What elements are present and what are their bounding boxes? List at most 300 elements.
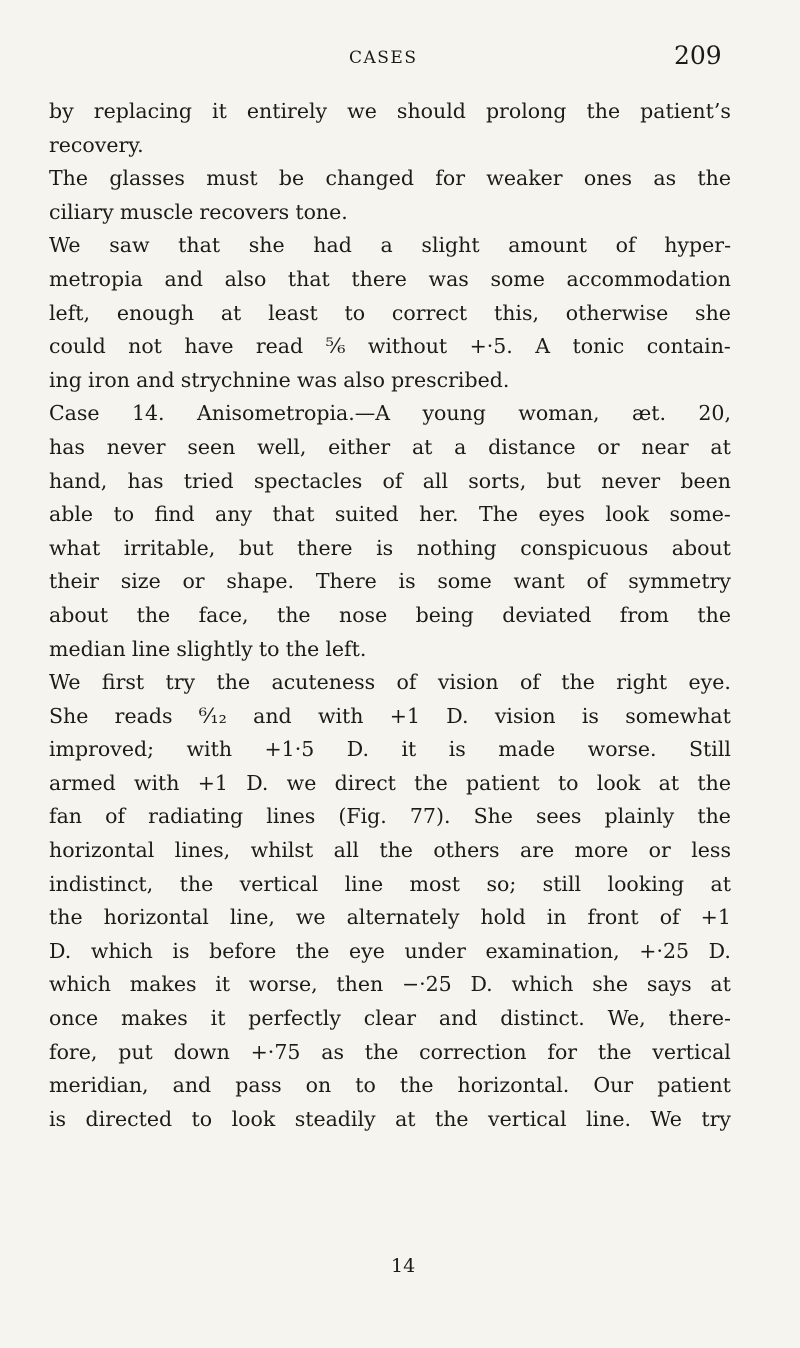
word: but bbox=[546, 468, 582, 493]
word: distinct. bbox=[500, 1006, 585, 1031]
word: it bbox=[212, 99, 227, 123]
word: has bbox=[127, 468, 164, 493]
word: fan bbox=[49, 804, 83, 829]
word: others bbox=[433, 838, 500, 863]
word: nose bbox=[339, 602, 388, 627]
text-line bbox=[49, 599, 731, 633]
word: most bbox=[409, 871, 461, 896]
word: could bbox=[49, 334, 106, 359]
word: D. bbox=[470, 972, 493, 997]
word: +·5. bbox=[469, 334, 513, 359]
word: the bbox=[399, 1073, 434, 1098]
word: is bbox=[376, 535, 394, 560]
word: less bbox=[691, 838, 731, 863]
word: we bbox=[286, 770, 317, 795]
word: that bbox=[178, 233, 221, 258]
word: line bbox=[131, 636, 171, 661]
word: which bbox=[511, 972, 574, 997]
text-line bbox=[49, 364, 731, 398]
text-line bbox=[49, 1002, 731, 1036]
word: fore, bbox=[49, 1039, 98, 1064]
word: read bbox=[255, 334, 304, 359]
word: for bbox=[547, 1039, 578, 1064]
word: replacing bbox=[93, 99, 192, 123]
word: about bbox=[671, 535, 731, 560]
word: patient’s bbox=[640, 99, 731, 123]
word: put bbox=[118, 1039, 153, 1064]
word: a bbox=[454, 434, 467, 459]
word: patient bbox=[465, 770, 540, 795]
word: directed bbox=[85, 1106, 173, 1131]
word: been bbox=[680, 468, 731, 493]
word: there- bbox=[668, 1006, 731, 1031]
word: she bbox=[695, 300, 731, 325]
word: recovery. bbox=[49, 132, 144, 157]
word: whilst bbox=[250, 838, 314, 863]
word: prescribed. bbox=[391, 367, 510, 392]
word: tried bbox=[183, 468, 234, 493]
word: reads bbox=[114, 703, 173, 728]
word: of bbox=[519, 670, 540, 695]
word: but bbox=[238, 535, 274, 560]
word: looking bbox=[607, 871, 685, 896]
word: somewhat bbox=[625, 703, 731, 728]
word: suited bbox=[334, 502, 399, 527]
word: 77). bbox=[409, 804, 451, 829]
word: hold bbox=[480, 905, 526, 930]
word: −·25 bbox=[401, 972, 452, 997]
text-line bbox=[49, 1069, 731, 1103]
word: to bbox=[258, 636, 280, 661]
word: young bbox=[422, 401, 486, 426]
word: the bbox=[697, 602, 731, 627]
word: find bbox=[154, 502, 195, 527]
word: the bbox=[285, 636, 320, 661]
word: irritable, bbox=[123, 535, 216, 560]
word: look bbox=[231, 1106, 276, 1131]
word: makes bbox=[129, 972, 197, 997]
word: nothing bbox=[416, 535, 497, 560]
word: able bbox=[49, 502, 94, 527]
word: radiating bbox=[148, 804, 244, 829]
word: her. bbox=[419, 502, 459, 527]
text-line bbox=[49, 565, 731, 599]
word: is bbox=[398, 569, 416, 594]
word: +1 bbox=[700, 905, 731, 930]
word: +1 bbox=[389, 703, 421, 728]
word: to bbox=[191, 1106, 213, 1131]
word: is bbox=[49, 1106, 67, 1131]
text-line bbox=[49, 633, 731, 667]
word: a bbox=[380, 233, 393, 258]
word: tonic bbox=[572, 334, 625, 359]
word: the bbox=[364, 1039, 399, 1064]
word: slightly bbox=[176, 636, 253, 661]
word: the bbox=[295, 938, 330, 963]
word: woman, bbox=[518, 401, 600, 426]
word: to bbox=[344, 300, 366, 325]
word: must bbox=[206, 166, 258, 191]
word: armed bbox=[49, 770, 116, 795]
word: or bbox=[182, 569, 205, 594]
word: saw bbox=[109, 233, 150, 258]
word: vertical bbox=[652, 1039, 731, 1064]
word: what bbox=[49, 535, 101, 560]
word: pass bbox=[235, 1073, 282, 1098]
word: the bbox=[434, 1106, 469, 1131]
word: the bbox=[49, 905, 83, 930]
word: hyper- bbox=[664, 233, 731, 258]
text-line bbox=[49, 700, 731, 734]
word: with bbox=[133, 770, 180, 795]
word: muscle bbox=[119, 199, 194, 224]
word: We bbox=[650, 1106, 682, 1131]
word: with bbox=[317, 703, 364, 728]
text-line bbox=[49, 532, 731, 566]
word: on bbox=[305, 1073, 332, 1098]
text-line bbox=[49, 767, 731, 801]
page-number: 209 bbox=[674, 41, 722, 70]
word: Case bbox=[49, 401, 100, 426]
word: We, bbox=[607, 1006, 646, 1031]
word: line bbox=[344, 871, 384, 896]
text-line bbox=[49, 162, 731, 196]
word: slight bbox=[421, 233, 480, 258]
word: was bbox=[428, 266, 469, 291]
word: look bbox=[605, 502, 650, 527]
word: improved; bbox=[49, 737, 155, 762]
word: all bbox=[422, 468, 449, 493]
word: the bbox=[597, 1039, 632, 1064]
word: first bbox=[101, 670, 145, 695]
word: still bbox=[542, 871, 582, 896]
word: spectacles bbox=[253, 468, 363, 493]
word: with bbox=[186, 737, 233, 762]
text-line bbox=[49, 297, 731, 331]
word: (Fig. bbox=[338, 804, 387, 829]
word: she bbox=[592, 972, 629, 997]
word: size bbox=[120, 569, 161, 594]
word: plainly bbox=[604, 804, 675, 829]
word: meridian, bbox=[49, 1073, 149, 1098]
word: ing bbox=[49, 367, 82, 392]
word: direct bbox=[334, 770, 396, 795]
word: the bbox=[697, 166, 731, 191]
word: examination, bbox=[485, 938, 620, 963]
word: line. bbox=[586, 1106, 631, 1131]
word: was bbox=[296, 367, 338, 392]
word: is bbox=[448, 737, 466, 762]
word: to bbox=[113, 502, 135, 527]
word: any bbox=[215, 502, 253, 527]
running-title: CASES bbox=[349, 48, 418, 68]
word: near bbox=[641, 434, 689, 459]
text-line bbox=[49, 95, 731, 129]
word: ⁵⁄₆ bbox=[325, 334, 346, 359]
word: never bbox=[601, 468, 661, 493]
word: of bbox=[586, 569, 607, 594]
word: more bbox=[574, 838, 629, 863]
word: of bbox=[659, 905, 680, 930]
word: contain- bbox=[646, 334, 731, 359]
word: are bbox=[519, 838, 555, 863]
word: well, bbox=[257, 434, 307, 459]
word: at bbox=[411, 434, 433, 459]
word: left. bbox=[325, 636, 367, 661]
word: eye. bbox=[688, 670, 731, 695]
word: look bbox=[596, 770, 641, 795]
word: try bbox=[701, 1106, 731, 1131]
word: A bbox=[535, 334, 551, 359]
word: horizontal bbox=[103, 905, 209, 930]
word: some bbox=[437, 569, 492, 594]
word: She bbox=[473, 804, 513, 829]
word: correct bbox=[391, 300, 468, 325]
word: lines, bbox=[174, 838, 231, 863]
word: which bbox=[90, 938, 153, 963]
word: there bbox=[297, 535, 353, 560]
word: we bbox=[347, 99, 377, 123]
word: that bbox=[287, 266, 330, 291]
text-line bbox=[49, 935, 731, 969]
word: ciliary bbox=[49, 199, 114, 224]
word: then bbox=[336, 972, 384, 997]
word: the bbox=[379, 838, 413, 863]
word: the bbox=[697, 804, 731, 829]
word: horizontal. bbox=[457, 1073, 570, 1098]
word: at bbox=[658, 770, 680, 795]
word: be bbox=[278, 166, 305, 191]
text-line bbox=[49, 129, 731, 163]
word: lines bbox=[266, 804, 316, 829]
text-line bbox=[49, 868, 731, 902]
word: being bbox=[415, 602, 474, 627]
word: it bbox=[401, 737, 417, 762]
word: without bbox=[367, 334, 448, 359]
word: entirely bbox=[246, 99, 328, 123]
word: so; bbox=[486, 871, 517, 896]
word: which bbox=[49, 972, 111, 997]
word: and bbox=[136, 367, 175, 392]
word: sorts, bbox=[468, 468, 527, 493]
word: recovers bbox=[199, 199, 290, 224]
word: also bbox=[343, 367, 385, 392]
word: as bbox=[321, 1039, 344, 1064]
word: weaker bbox=[486, 166, 563, 191]
text-line bbox=[49, 263, 731, 297]
word: D. bbox=[446, 703, 469, 728]
word: D. bbox=[49, 938, 72, 963]
text-line bbox=[49, 901, 731, 935]
word: left, bbox=[49, 300, 91, 325]
word: front bbox=[587, 905, 639, 930]
word: to bbox=[355, 1073, 376, 1098]
running-head bbox=[0, 40, 800, 76]
word: tone. bbox=[295, 199, 348, 224]
word: want bbox=[513, 569, 565, 594]
word: of bbox=[105, 804, 126, 829]
word: +1 bbox=[197, 770, 228, 795]
word: 14. bbox=[131, 401, 165, 426]
word: all bbox=[333, 838, 359, 863]
word: distance bbox=[488, 434, 576, 459]
word: least bbox=[268, 300, 318, 325]
word: not bbox=[128, 334, 162, 359]
word: median bbox=[49, 636, 126, 661]
word: clear bbox=[363, 1006, 416, 1031]
text-line bbox=[49, 733, 731, 767]
word: sees bbox=[536, 804, 582, 829]
word: acuteness bbox=[271, 670, 376, 695]
word: vertical bbox=[239, 871, 319, 896]
word: æt. bbox=[631, 401, 666, 426]
word: or bbox=[648, 838, 671, 863]
word: once bbox=[49, 1006, 99, 1031]
word: ⁶⁄₁₂ bbox=[198, 703, 227, 728]
text-line bbox=[49, 196, 731, 230]
word: 20, bbox=[698, 401, 731, 426]
word: amount bbox=[508, 233, 587, 258]
word: eyes bbox=[538, 502, 585, 527]
text-line bbox=[49, 834, 731, 868]
word: the bbox=[136, 602, 171, 627]
word: line, bbox=[229, 905, 275, 930]
text-line bbox=[49, 800, 731, 834]
word: under bbox=[404, 938, 466, 963]
word: hand, bbox=[49, 468, 108, 493]
word: There bbox=[315, 569, 377, 594]
word: the bbox=[216, 670, 251, 695]
word: seen bbox=[187, 434, 236, 459]
word: either bbox=[328, 434, 391, 459]
word: She bbox=[49, 703, 89, 728]
text-line bbox=[49, 465, 731, 499]
text-line bbox=[49, 498, 731, 532]
word: never bbox=[106, 434, 166, 459]
word: vision bbox=[437, 670, 499, 695]
word: otherwise bbox=[565, 300, 669, 325]
word: the bbox=[276, 602, 311, 627]
text-line bbox=[49, 431, 731, 465]
word: of bbox=[396, 670, 417, 695]
word: perfectly bbox=[248, 1006, 341, 1031]
word: made bbox=[498, 737, 556, 762]
text-line bbox=[49, 666, 731, 700]
word: there bbox=[351, 266, 407, 291]
word: before bbox=[209, 938, 277, 963]
word: some bbox=[490, 266, 545, 291]
word: alternately bbox=[346, 905, 460, 930]
word: the bbox=[586, 99, 621, 123]
word: has bbox=[49, 434, 85, 459]
word: Still bbox=[688, 737, 731, 762]
word: conspicuous bbox=[520, 535, 649, 560]
word: right bbox=[616, 670, 668, 695]
word: that bbox=[272, 502, 315, 527]
word: of bbox=[382, 468, 403, 493]
word: it bbox=[215, 972, 231, 997]
word: steadily bbox=[294, 1106, 376, 1131]
word: We bbox=[49, 233, 81, 258]
word: at bbox=[395, 1106, 416, 1131]
text-line bbox=[49, 1103, 731, 1137]
word: face, bbox=[198, 602, 249, 627]
word: and bbox=[172, 1073, 212, 1098]
word: and bbox=[164, 266, 204, 291]
word: vision bbox=[494, 703, 556, 728]
word: +1·5 bbox=[264, 737, 315, 762]
word: or bbox=[597, 434, 620, 459]
word: shape. bbox=[226, 569, 295, 594]
word: D. bbox=[708, 938, 731, 963]
word: the bbox=[561, 670, 595, 695]
text-line bbox=[49, 330, 731, 364]
word: +·25 bbox=[639, 938, 690, 963]
text-line bbox=[49, 1036, 731, 1070]
word: the bbox=[179, 871, 214, 896]
word: is bbox=[581, 703, 599, 728]
word: makes bbox=[121, 1006, 188, 1031]
text-line bbox=[49, 229, 731, 263]
word: strychnine bbox=[180, 367, 291, 392]
word: their bbox=[49, 569, 99, 594]
word: and bbox=[253, 703, 292, 728]
word: had bbox=[313, 233, 352, 258]
word: deviated bbox=[502, 602, 592, 627]
word: Anisometropia.—A bbox=[196, 401, 391, 426]
word: is bbox=[172, 938, 190, 963]
word: The bbox=[479, 502, 519, 527]
word: should bbox=[396, 99, 466, 123]
word: to bbox=[557, 770, 579, 795]
word: in bbox=[546, 905, 567, 930]
word: symmetry bbox=[628, 569, 731, 594]
word: changed bbox=[325, 166, 414, 191]
word: horizontal bbox=[49, 838, 155, 863]
word: eye bbox=[348, 938, 385, 963]
word: it bbox=[210, 1006, 226, 1031]
word: we bbox=[295, 905, 326, 930]
word: from bbox=[619, 602, 669, 627]
word: at bbox=[710, 972, 731, 997]
text-line bbox=[49, 968, 731, 1002]
word: iron bbox=[88, 367, 130, 392]
word: indistinct, bbox=[49, 871, 154, 896]
word: ones bbox=[583, 166, 633, 191]
body-text bbox=[49, 95, 731, 1136]
word: Our bbox=[593, 1073, 634, 1098]
word: vertical bbox=[487, 1106, 567, 1131]
word: down bbox=[173, 1039, 230, 1064]
word: about bbox=[49, 602, 109, 627]
word: have bbox=[184, 334, 234, 359]
word: D. bbox=[346, 737, 369, 762]
word: at bbox=[220, 300, 242, 325]
word: says bbox=[646, 972, 692, 997]
word: as bbox=[653, 166, 677, 191]
word: she bbox=[248, 233, 285, 258]
word: enough bbox=[116, 300, 195, 325]
word: the bbox=[414, 770, 448, 795]
word: some- bbox=[669, 502, 731, 527]
word: correction bbox=[419, 1039, 527, 1064]
word: for bbox=[435, 166, 465, 191]
word: try bbox=[165, 670, 196, 695]
word: D. bbox=[246, 770, 269, 795]
word: this, bbox=[493, 300, 539, 325]
word: and bbox=[438, 1006, 478, 1031]
word: glasses bbox=[109, 166, 185, 191]
